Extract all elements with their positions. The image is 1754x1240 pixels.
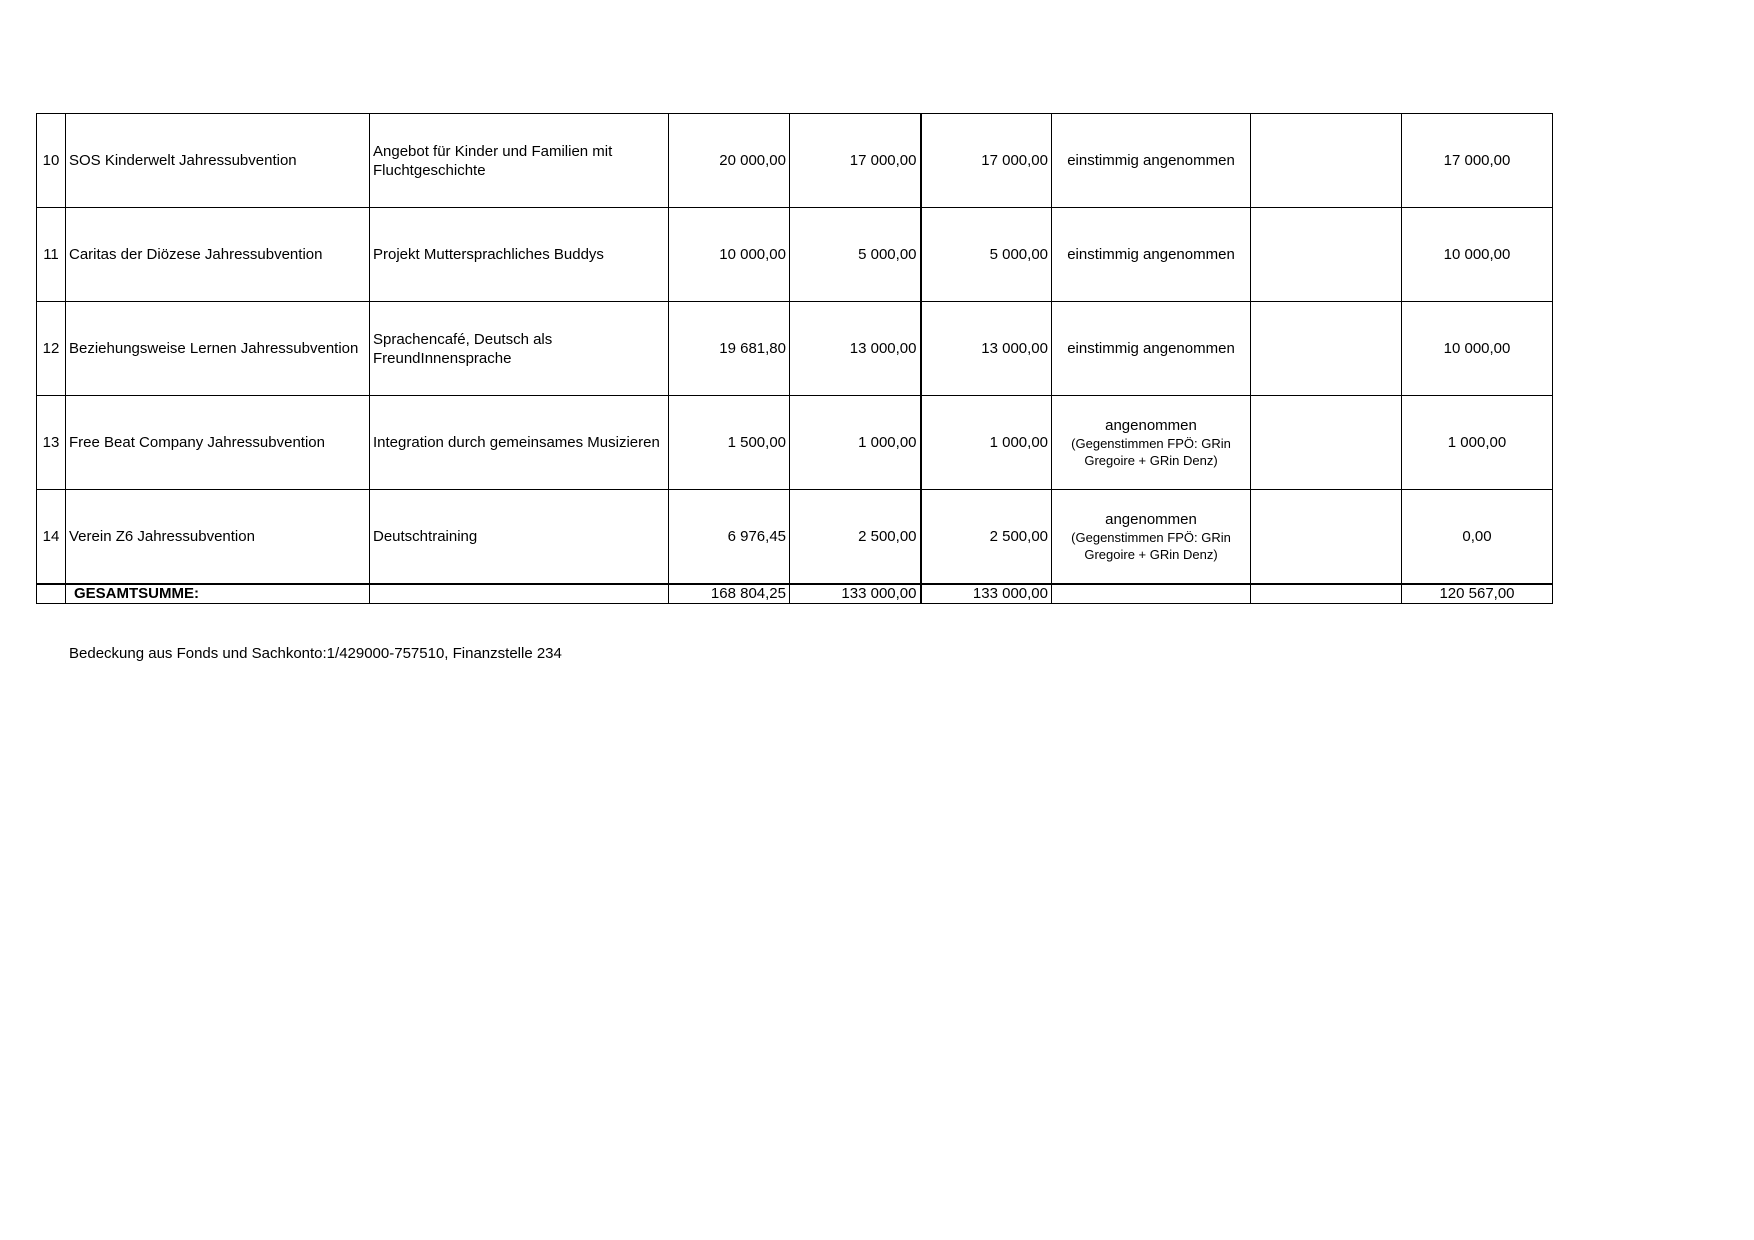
- subsidy-table: [36, 113, 1553, 604]
- resolved-amount: 5 000,00: [921, 208, 1052, 302]
- row-number: 13: [37, 396, 66, 490]
- purpose-text: Angebot für Kinder und Familien mit Fluchtgeschichte: [370, 114, 669, 208]
- empty-cell: [1251, 490, 1402, 585]
- table-row: [37, 396, 1553, 490]
- empty-cell: [1251, 302, 1402, 396]
- total-resolved: 133 000,00: [921, 584, 1052, 604]
- total-index-cell: [37, 584, 66, 604]
- vote-status-main: angenommen: [1105, 510, 1197, 528]
- organization-name: Verein Z6 Jahressubvention: [66, 490, 370, 585]
- total-previous-year: 120 567,00: [1402, 584, 1553, 604]
- resolved-amount: 1 000,00: [921, 396, 1052, 490]
- purpose-text: Projekt Muttersprachliches Buddys: [370, 208, 669, 302]
- previous-year-amount: 10 000,00: [1402, 208, 1553, 302]
- proposed-amount: 1 000,00: [790, 396, 921, 490]
- proposed-amount: 2 500,00: [790, 490, 921, 585]
- organization-name: Caritas der Diözese Jahressubvention: [66, 208, 370, 302]
- previous-year-amount: 0,00: [1402, 490, 1553, 585]
- vote-status: [1052, 208, 1251, 302]
- previous-year-amount: 17 000,00: [1402, 114, 1553, 208]
- resolved-amount: 17 000,00: [921, 114, 1052, 208]
- table-row: [37, 302, 1553, 396]
- resolved-amount: 13 000,00: [921, 302, 1052, 396]
- total-requested: 168 804,25: [669, 584, 790, 604]
- table-row: [37, 490, 1553, 585]
- proposed-amount: 17 000,00: [790, 114, 921, 208]
- total-status-cell: [1052, 584, 1251, 604]
- requested-amount: 19 681,80: [669, 302, 790, 396]
- row-number: 10: [37, 114, 66, 208]
- vote-status-main: einstimmig angenommen: [1067, 151, 1235, 169]
- total-empty-cell: [1251, 584, 1402, 604]
- organization-name: SOS Kinderwelt Jahressubvention: [66, 114, 370, 208]
- total-label: GESAMTSUMME:: [66, 584, 370, 604]
- vote-status: [1052, 302, 1251, 396]
- vote-status-main: angenommen: [1105, 416, 1197, 434]
- total-row: [37, 584, 1553, 604]
- purpose-text: Integration durch gemeinsames Musizieren: [370, 396, 669, 490]
- empty-cell: [1251, 208, 1402, 302]
- proposed-amount: 5 000,00: [790, 208, 921, 302]
- organization-name: Beziehungsweise Lernen Jahressubvention: [66, 302, 370, 396]
- vote-status: [1052, 396, 1251, 490]
- requested-amount: 6 976,45: [669, 490, 790, 585]
- row-number: 14: [37, 490, 66, 585]
- resolved-amount: 2 500,00: [921, 490, 1052, 585]
- row-number: 12: [37, 302, 66, 396]
- total-proposed: 133 000,00: [790, 584, 921, 604]
- row-number: 11: [37, 208, 66, 302]
- table-row: [37, 208, 1553, 302]
- vote-status-main: einstimmig angenommen: [1067, 245, 1235, 263]
- proposed-amount: 13 000,00: [790, 302, 921, 396]
- purpose-text: Sprachencafé, Deutsch als FreundInnensprache: [370, 302, 669, 396]
- vote-status-note: (Gegenstimmen FPÖ: GRin Gregoire + GRin Denz): [1071, 435, 1231, 468]
- funding-note: Bedeckung aus Fonds und Sachkonto:1/429000-757510, Finanzstelle 234: [69, 645, 562, 662]
- vote-status: [1052, 114, 1251, 208]
- requested-amount: 10 000,00: [669, 208, 790, 302]
- vote-status-main: einstimmig angenommen: [1067, 339, 1235, 357]
- organization-name: Free Beat Company Jahressubvention: [66, 396, 370, 490]
- previous-year-amount: 10 000,00: [1402, 302, 1553, 396]
- total-purpose-cell: [370, 584, 669, 604]
- vote-status: [1052, 490, 1251, 585]
- empty-cell: [1251, 114, 1402, 208]
- previous-year-amount: 1 000,00: [1402, 396, 1553, 490]
- requested-amount: 20 000,00: [669, 114, 790, 208]
- vote-status-note: (Gegenstimmen FPÖ: GRin Gregoire + GRin Denz): [1071, 529, 1231, 562]
- table-row: [37, 114, 1553, 208]
- empty-cell: [1251, 396, 1402, 490]
- purpose-text: Deutschtraining: [370, 490, 669, 585]
- requested-amount: 1 500,00: [669, 396, 790, 490]
